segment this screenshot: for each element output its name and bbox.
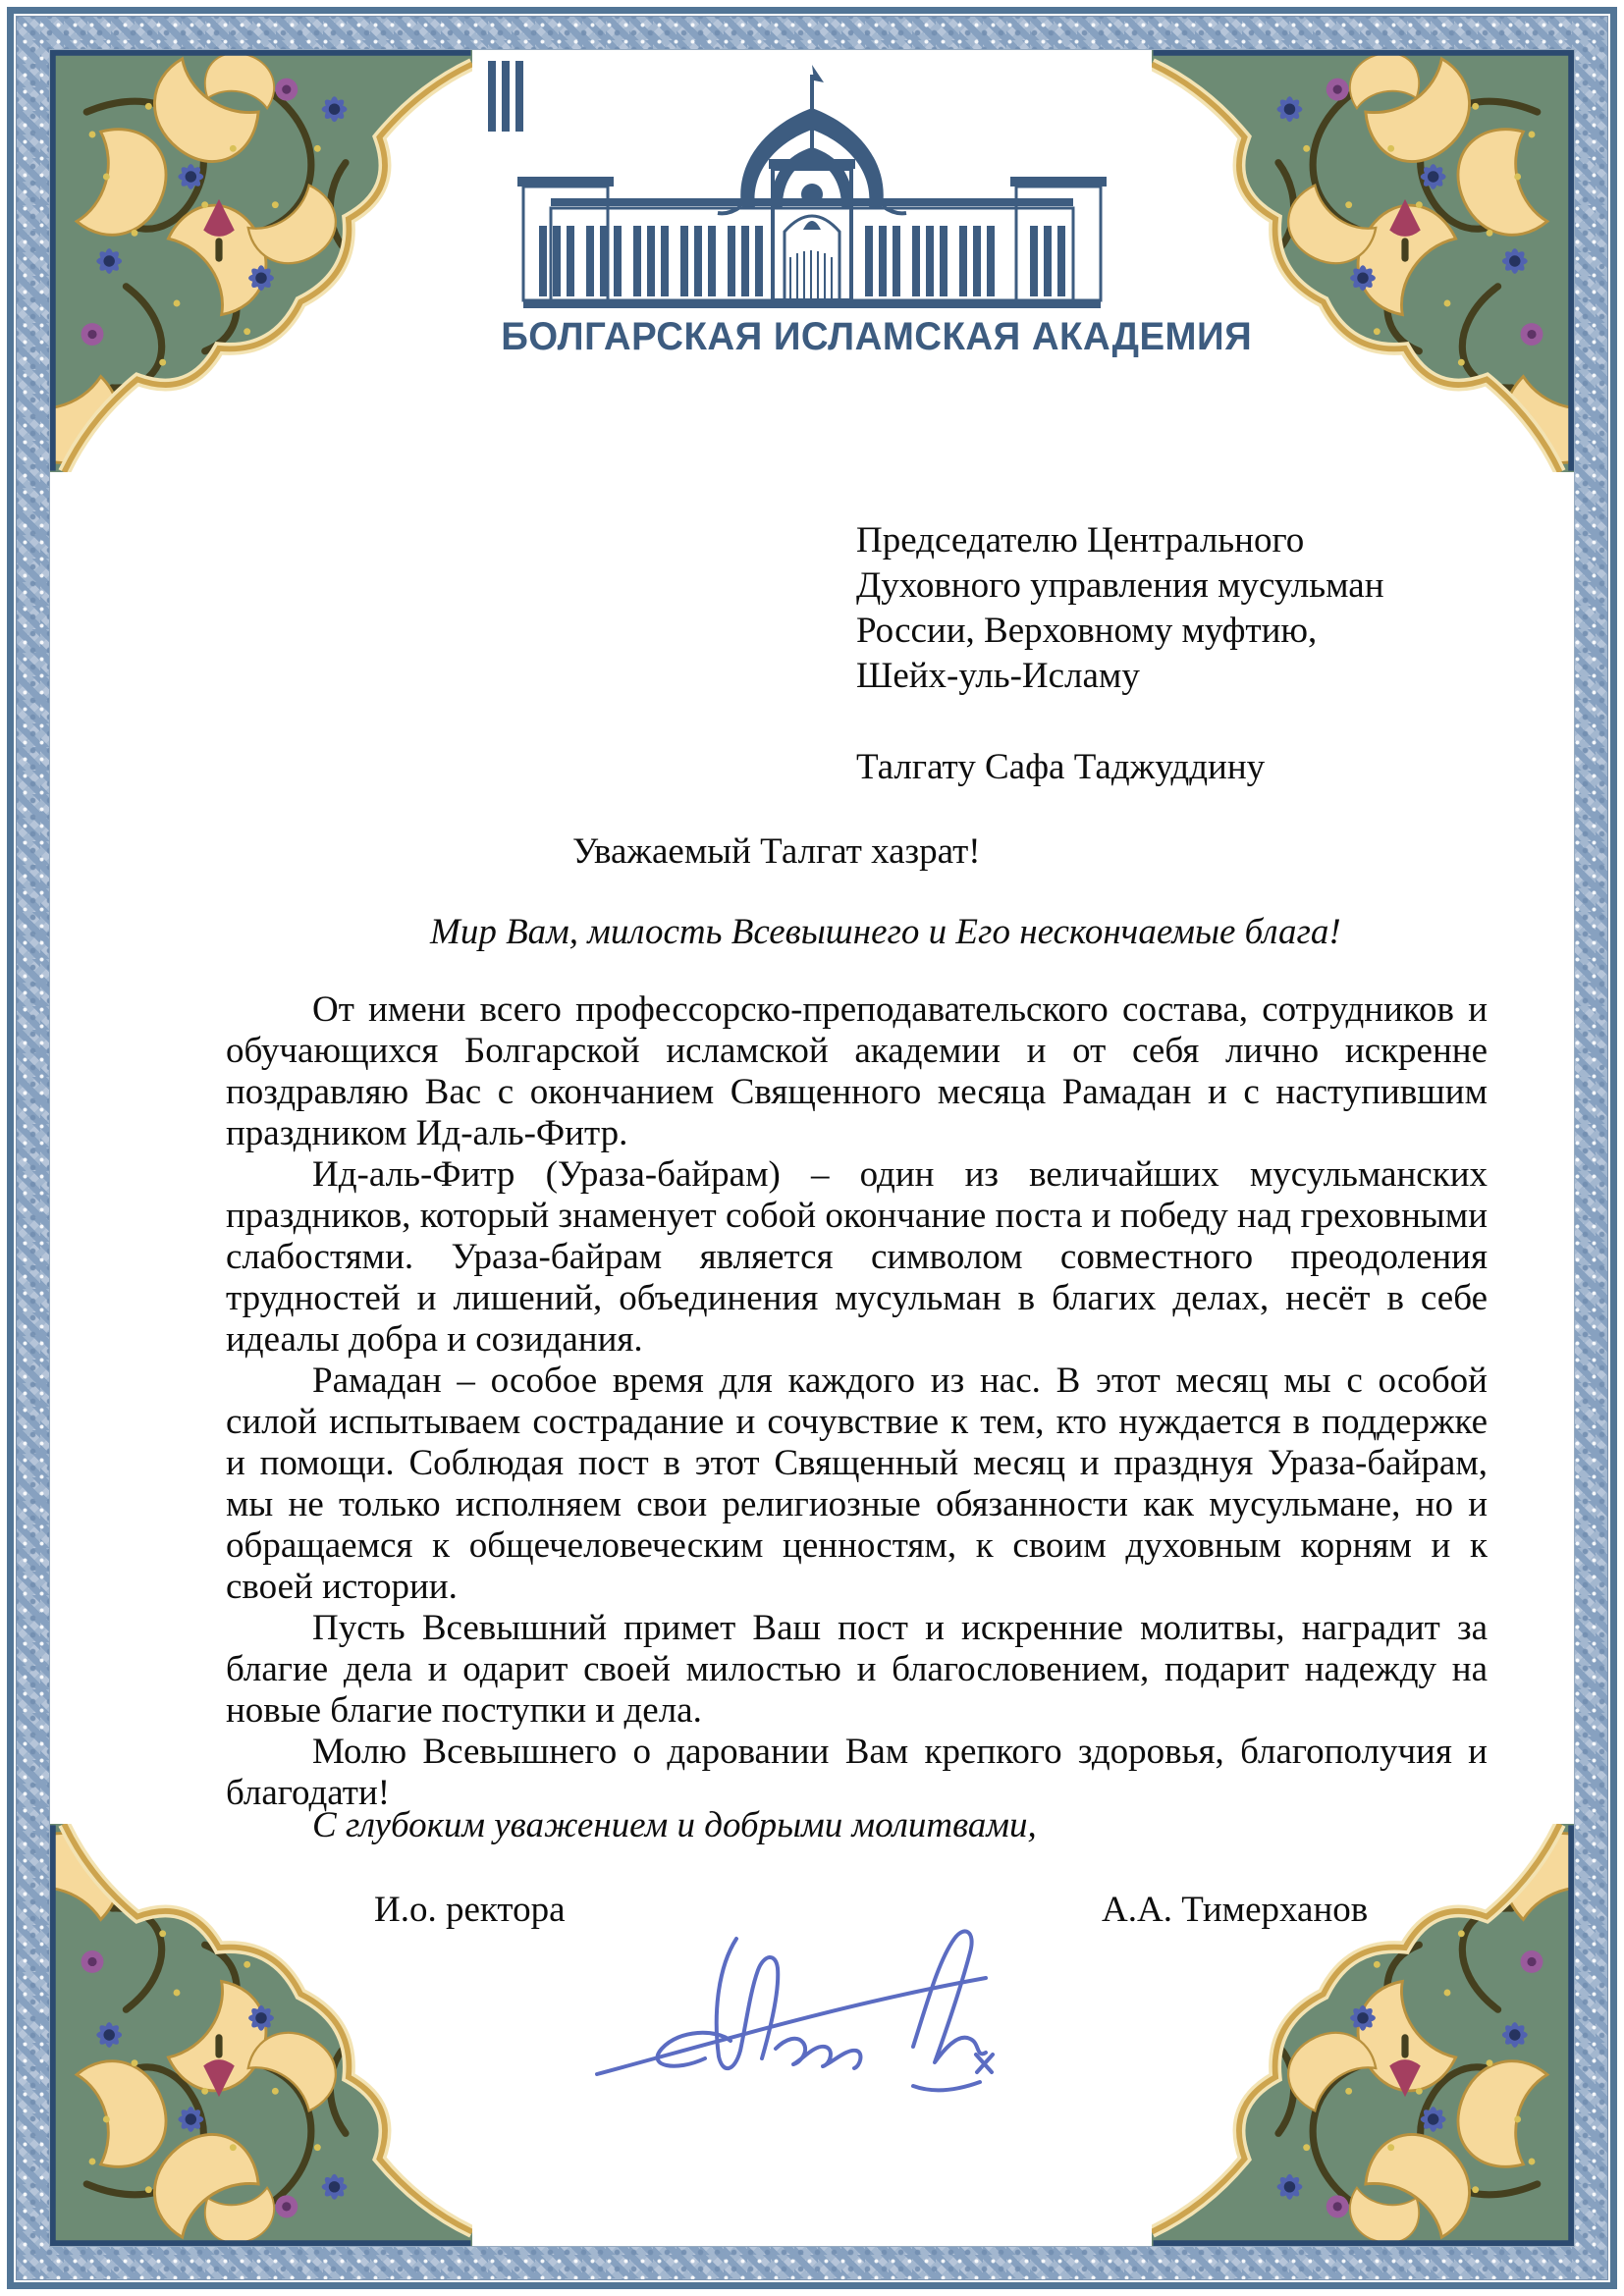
letter-body: [226, 989, 1488, 1814]
valediction: С глубоким уважением и добрыми молитвами,: [312, 1805, 1037, 1845]
paragraph: Ид-аль-Фитр (Ураза-байрам) – один из величайших мусульманских праздников, который знаменует собой окончание поста и победу над греховными слабостями. Ураза-байрам является символом совместного преодоления трудностей и лишений, объединения мусульман в благих делах, несёт в себе идеалы добра и созидания.: [226, 1154, 1488, 1360]
academy-name-label: БОЛГАРСКАЯ ИСЛАМСКАЯ АКАДЕМИЯ: [501, 315, 1253, 358]
recipient-line: Шейх-уль-Исламу: [856, 656, 1140, 696]
recipient-name: Талгату Сафа Таджуддину: [856, 747, 1266, 787]
signer-name: А.А. Тимерханов: [1102, 1890, 1369, 1930]
recipient-line: Духовного управления мусульман: [856, 565, 1384, 606]
recipient-address-block: [856, 518, 1384, 699]
signer-title: И.о. ректора: [374, 1890, 566, 1930]
recipient-line: России, Верховному муфтию,: [856, 611, 1318, 651]
recipient-line: Председателю Центрального: [856, 520, 1305, 561]
blessing-line: Мир Вам, милость Всевышнего и Его нескончаемые блага!: [430, 912, 1341, 952]
paragraph: Молю Всевышнего о даровании Вам крепкого здоровья, благополучия и благодати!: [226, 1732, 1488, 1813]
paragraph: Пусть Всевышний примет Ваш пост и искренние молитвы, наградит за благие дела и одарит своей милостью и благословением, подарит надежду на новые благие поступки и дела.: [226, 1608, 1488, 1731]
salutation: Уважаемый Талгат хазрат!: [572, 831, 981, 872]
academy-logo: [488, 61, 1253, 359]
handwritten-signature: [589, 1909, 1001, 2101]
paragraph: От имени всего профессорско-преподавательского состава, сотрудников и обучающихся Болгарской исламской академии и от себя лично искренне поздравляю Вас с окончанием Священного месяца Рамадан и с наступившим праздником Ид-аль-Фитр.: [226, 989, 1488, 1153]
paragraph: Рамадан – особое время для каждого из нас. В этот месяц мы с особой силой испытываем сострадание и сочувствие к тем, кто нуждается в поддержке и помощи. Соблюдая пост в этот Священный месяц и празднуя Ураза-байрам, мы не только исполняем свои религиозные обязанности как мусульмане, но и обращаемся к общечеловеческим ценностям, к своим духовным корням и к своей истории.: [226, 1361, 1488, 1607]
academy-building-icon: [488, 61, 1136, 308]
